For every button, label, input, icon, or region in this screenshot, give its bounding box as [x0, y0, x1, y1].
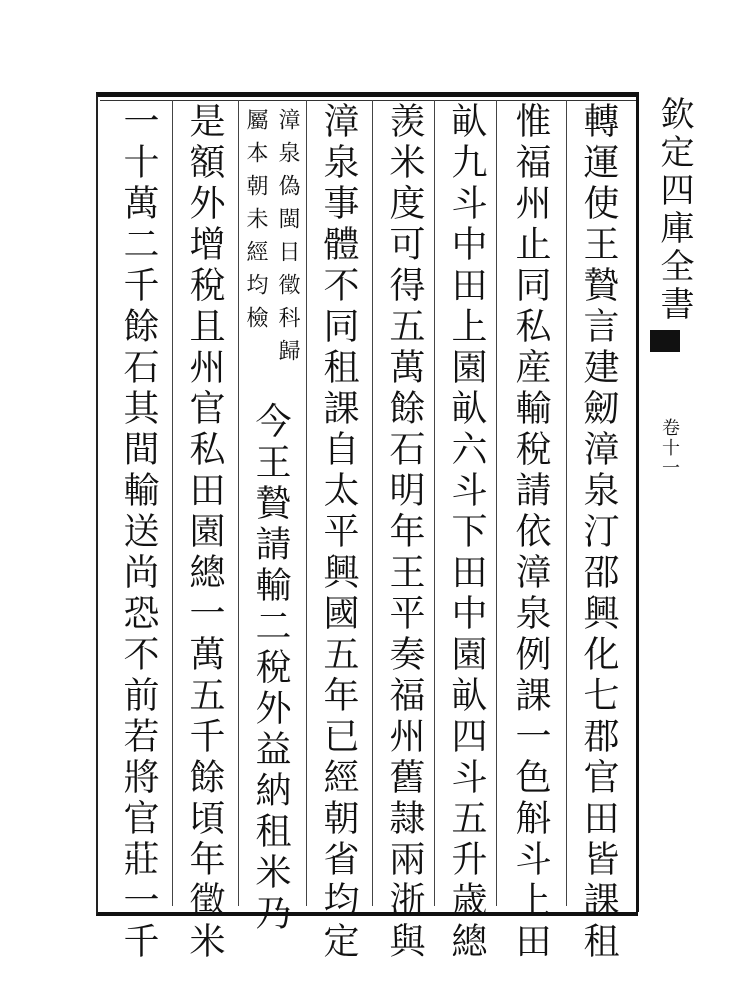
- text-column-8: 一十萬二千餘石其間輸送尚恐不前若將官莊一千: [118, 102, 159, 963]
- column-rule: [496, 100, 497, 906]
- column-rule: [306, 100, 307, 906]
- text-column-3: 畒九斗中田上園畒六斗下田中園畒四斗五升歳總: [446, 102, 487, 963]
- frame-right-border: [636, 92, 639, 912]
- text-column-6: 今王贄請輸二稅外益納租米乃: [250, 402, 291, 935]
- column-rule: [566, 100, 567, 906]
- text-column-4: 羡米度可得五萬餘石明年王平奏福州舊隷兩浙與: [384, 102, 425, 963]
- column-rule: [172, 100, 173, 906]
- page-frame: [96, 92, 638, 916]
- column-rule: [372, 100, 373, 906]
- annotation-column-2: 屬本朝未經均檢: [243, 108, 268, 339]
- column-rule: [434, 100, 435, 906]
- text-column-7: 是額外增稅且州官私田園總一萬五千餘頃年徵米: [184, 102, 225, 963]
- margin-book-title: 欽定四庫全書: [654, 96, 694, 324]
- text-column-5: 漳泉事體不同租課自太平興國五年已經朝省均定: [318, 102, 359, 963]
- margin-volume-label: 卷十一: [659, 418, 680, 478]
- column-rule: [238, 100, 239, 906]
- text-column-2: 惟福州止同私産輸稅請依漳泉例課一色斛斗上田: [510, 102, 551, 963]
- text-column-1: 轉運使王贄言建劒漳泉汀邵興化七郡官田皆課租: [578, 102, 619, 963]
- annotation-column-1: 漳泉偽閩日徵科歸: [275, 108, 300, 372]
- margin-fish-tail-mark: [650, 330, 680, 352]
- frame-inner-top-rule: [100, 100, 636, 101]
